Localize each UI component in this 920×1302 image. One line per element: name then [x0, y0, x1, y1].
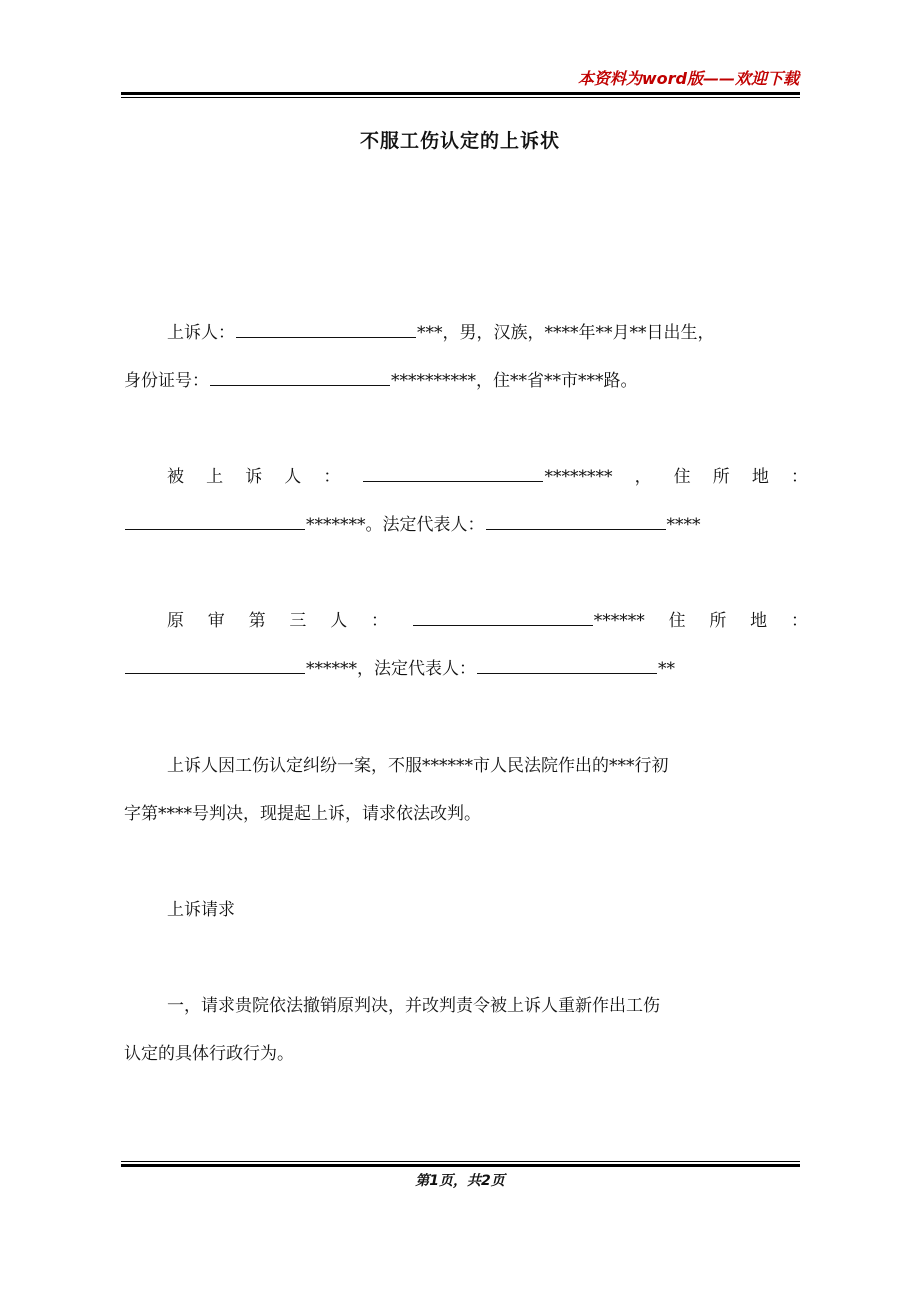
blank-line	[125, 672, 305, 674]
appellee-paragraph	[124, 453, 808, 549]
id-label: 身份证号：	[124, 371, 209, 391]
blank-line	[236, 336, 416, 338]
third-party-line-1	[124, 597, 808, 645]
appellee-char: 人	[284, 467, 302, 487]
third-party-rep-name: **	[658, 659, 675, 679]
footer-rule-thin	[121, 1161, 800, 1162]
address-char: 住	[668, 611, 686, 631]
header-rule-thin	[121, 97, 800, 98]
request-1-paragraph	[124, 982, 808, 1078]
address-char: 住	[673, 467, 691, 487]
third-party-char: 原	[167, 611, 184, 631]
third-party-char: 人	[330, 611, 348, 631]
case-line-1: 上诉人因工伤认定纠纷一案，不服******市人民法院作出的***行初	[167, 756, 669, 776]
address-char: ：	[790, 467, 808, 487]
request-1-line-2: 认定的具体行政行为。	[124, 1044, 294, 1064]
address-char: 地	[751, 467, 769, 487]
address-char: 地	[750, 611, 768, 631]
third-party-char: 三	[289, 611, 307, 631]
address-char: ：	[790, 611, 808, 631]
appellant-address: **********，住**省**市***路。	[391, 371, 638, 391]
blank-line	[413, 624, 593, 626]
appellant-line-1	[124, 309, 808, 357]
address-char: 所	[709, 611, 727, 631]
third-party-rep-label: ******，法定代表人：	[306, 659, 476, 679]
request-heading: 上诉请求	[167, 900, 235, 920]
appellee-line-1	[124, 453, 808, 501]
blank-line	[477, 672, 657, 674]
appellee-char: 被	[167, 467, 184, 487]
appellant-details: ***，男，汉族，****年**月**日出生，	[417, 323, 715, 343]
case-line-2: 字第****号判决，现提起上诉，请求依法改判。	[124, 804, 481, 824]
appellee-name-group	[362, 453, 612, 501]
appellant-paragraph	[124, 309, 808, 405]
appellant-line-2	[124, 357, 808, 405]
appellee-line-2	[124, 501, 808, 549]
third-party-char: ：	[370, 611, 388, 631]
appellee-name: ********	[544, 467, 613, 487]
appellee-char: ：	[323, 467, 341, 487]
footer-rule-thick	[121, 1164, 800, 1167]
blank-line	[125, 528, 305, 530]
appellee-comma: ，	[634, 467, 652, 487]
address-char: 所	[712, 467, 730, 487]
header-banner: 本资料为word版——欢迎下载	[577, 69, 799, 88]
appellant-label: 上诉人：	[167, 323, 235, 343]
blank-line	[210, 384, 390, 386]
blank-line	[486, 528, 666, 530]
appellee-rep-label: *******。法定代表人：	[306, 515, 485, 535]
header-rule-thick	[121, 92, 800, 95]
blank-line	[363, 480, 543, 482]
third-party-name-group	[412, 597, 645, 645]
third-party-name: ******	[593, 611, 645, 631]
page-number: 第1页，共2页	[415, 1173, 505, 1189]
third-party-line-2	[124, 645, 808, 693]
appellee-char: 诉	[245, 467, 263, 487]
request-heading-paragraph	[124, 886, 808, 934]
document-title: 不服工伤认定的上诉状	[359, 130, 560, 152]
third-party-char: 第	[248, 611, 266, 631]
third-party-paragraph	[124, 597, 808, 693]
appellee-char: 上	[206, 467, 224, 487]
request-1-line-1: 一，请求贵院依法撤销原判决，并改判责令被上诉人重新作出工伤	[167, 996, 660, 1016]
case-paragraph	[124, 742, 808, 838]
third-party-char: 审	[207, 611, 225, 631]
appellee-rep-name: ****	[666, 515, 701, 535]
